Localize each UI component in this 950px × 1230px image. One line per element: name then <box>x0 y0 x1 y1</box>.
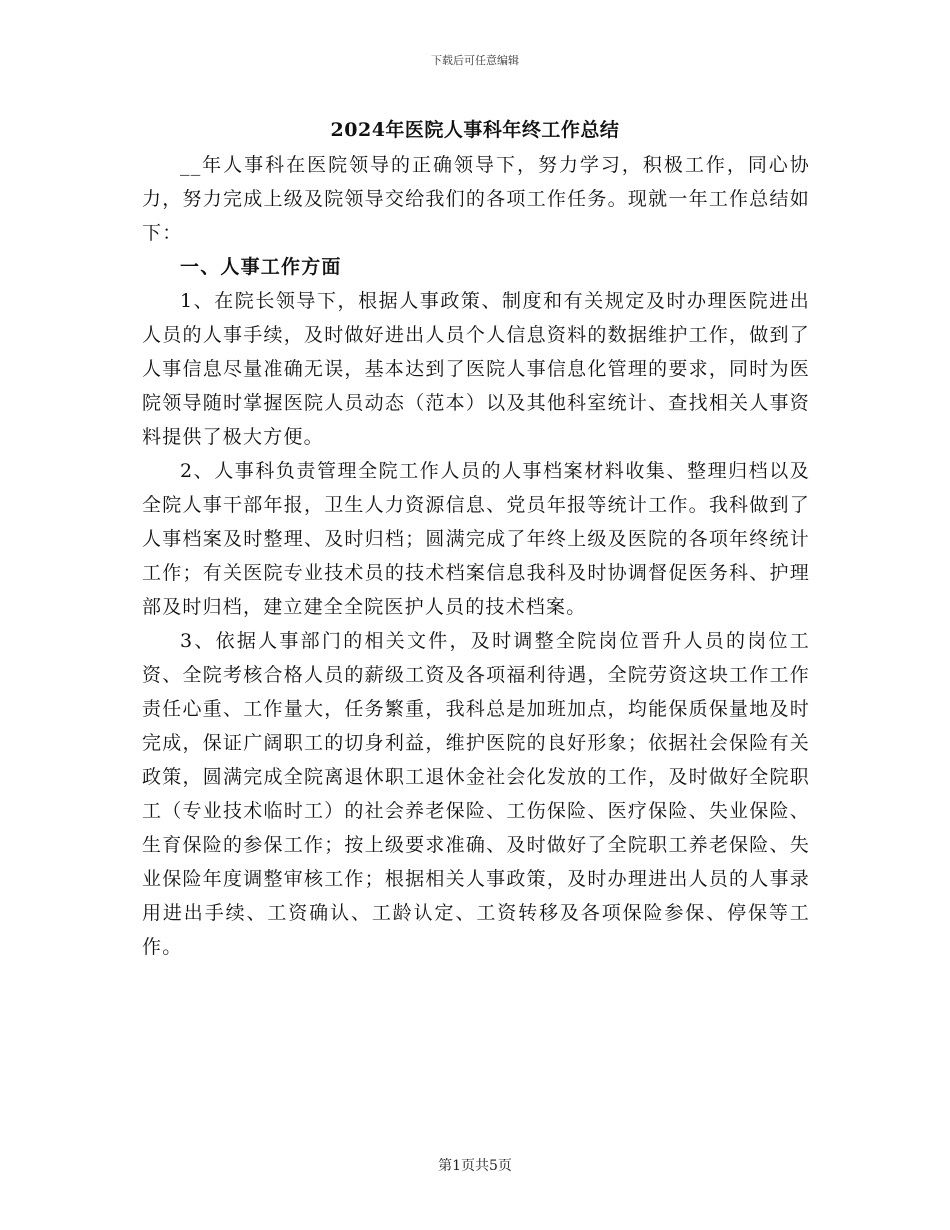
body-paragraph-2: 2、人事科负责管理全院工作人员的人事档案材料收集、整理归档以及全院人事干部年报，卫生人力资源信息、党员年报等统计工作。我科做到了人事档案及时整理、及时归档；圆满完成了年终上级及医院的各项年终统计工作；有关医院专业技术员的技术档案信息我科及时协调督促医务科、护理部及时归档，建立建全全院医护人员的技术档案。 <box>142 460 810 618</box>
intro-paragraph: __年人事科在医院领导的正确领导下，努力学习，积极工作，同心协力，努力完成上级及院领导交给我们的各项工作任务。现就一年工作总结如下： <box>142 154 810 244</box>
page-number-footer: 第1页共5页 <box>438 1158 512 1174</box>
body-paragraph-1: 1、在院长领导下，根据人事政策、制度和有关规定及时办理医院进出人员的人事手续，及时做好进出人员个人信息资料的数据维护工作，做到了人事信息尽量准确无误，基本达到了医院人事信息化管理的要求，同时为医院领导随时掌握医院人员动态（范本）以及其他科室统计、查找相关人事资料提供了极大方便。 <box>142 290 810 448</box>
page-header-note: 下载后可任意编辑 <box>431 54 519 67</box>
body-paragraph-3: 3、依据人事部门的相关文件，及时调整全院岗位晋升人员的岗位工资、全院考核合格人员的薪级工资及各项福利待遇，全院劳资这块工作工作责任心重、工作量大，任务繁重，我科总是加班加点，均能保质保量地及时完成，保证广阔职工的切身利益，维护医院的良好形象；依据社会保险有关政策，圆满完成全院离退休职工退休金社会化发放的工作，及时做好全院职工（专业技术临时工）的社会养老保险、工伤保险、医疗保险、失业保险、生育保险的参保工作；按上级要求准确、及时做好了全院职工养老保险、失业保险年度调整审核工作；根据相关人事政策，及时办理进出人员的人事录用进出手续、工资确认、工龄认定、工资转移及各项保险参保、停保等工作。 <box>142 630 810 958</box>
document-body <box>142 148 810 964</box>
section-heading: 一、人事工作方面 <box>180 256 342 278</box>
document-title: 2024年医院人事科年终工作总结 <box>330 119 620 141</box>
